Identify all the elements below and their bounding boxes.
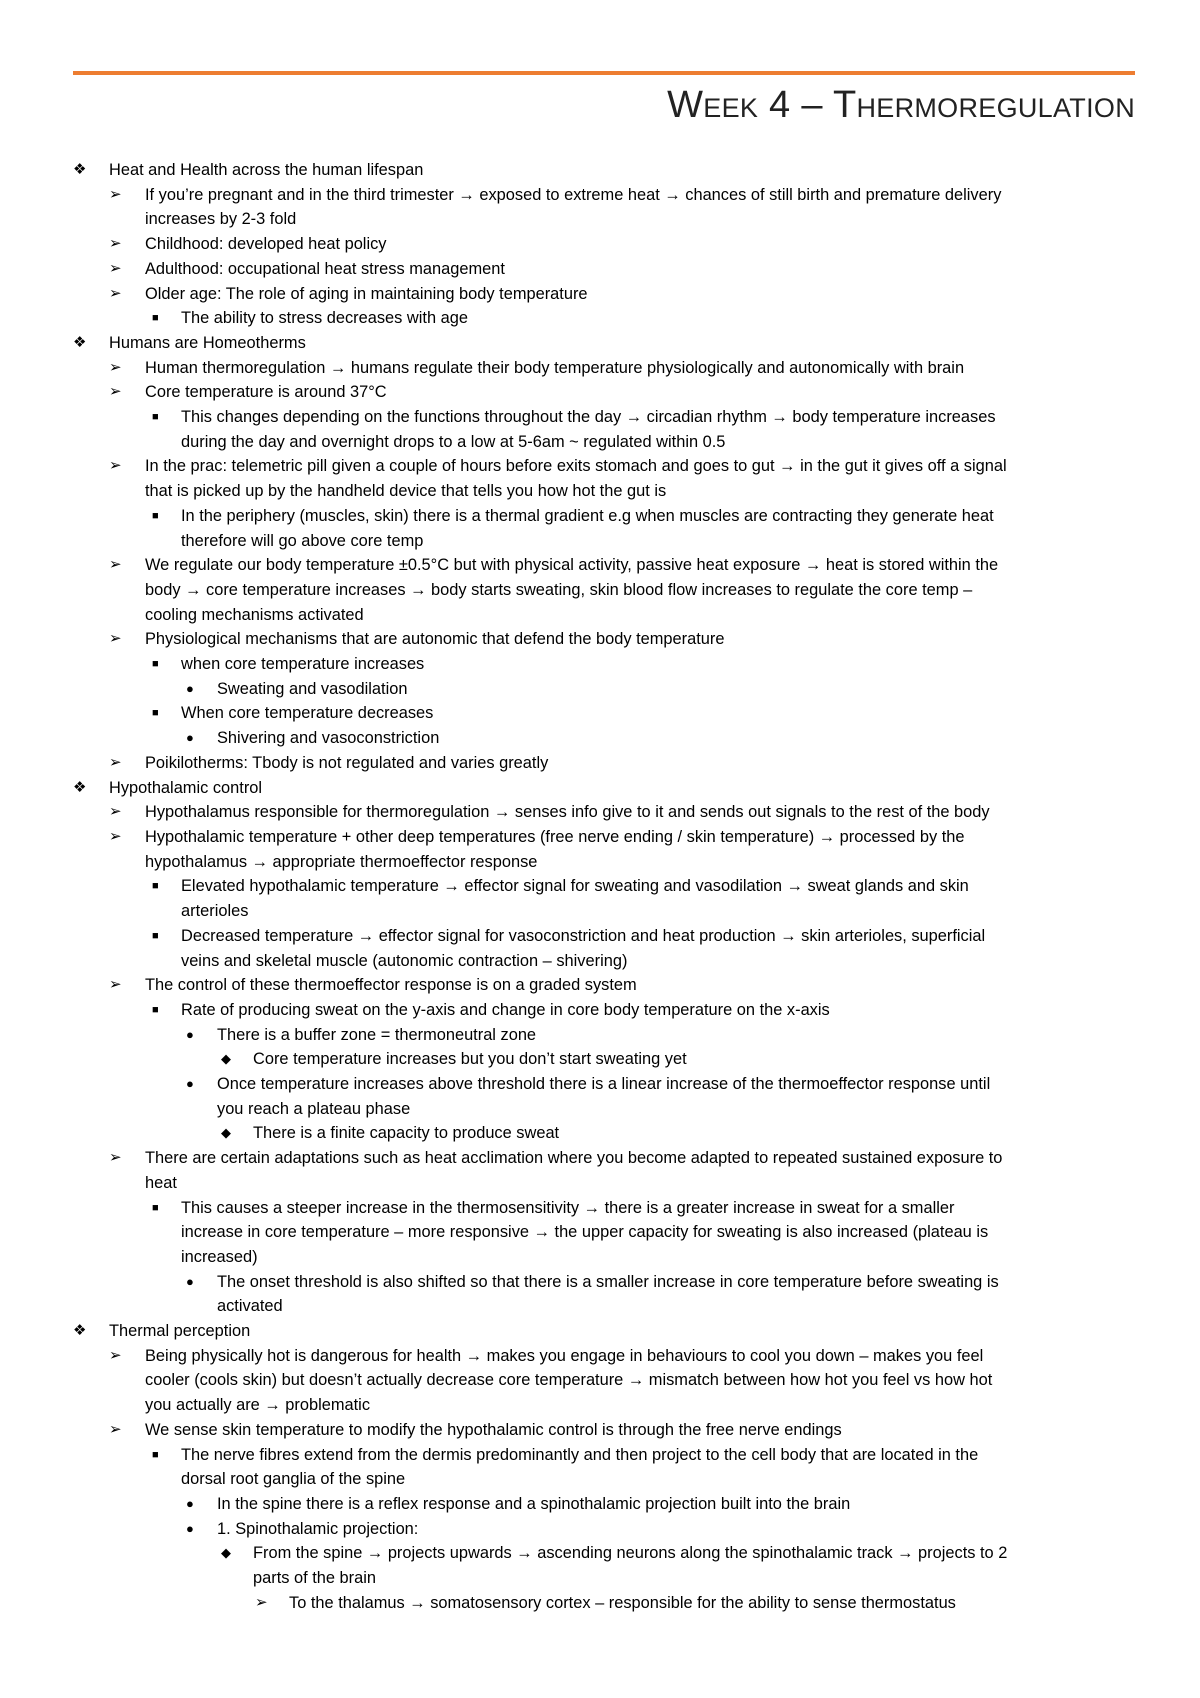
bullet-text: Rate of producing sweat on the y-axis and change in core body temperature on the x-axis: [181, 1000, 830, 1019]
bullet-text: you actually are → problematic: [145, 1396, 371, 1415]
bullet-line: [73, 479, 1138, 504]
bullet-line: [73, 1294, 1138, 1319]
bullet-line: [73, 504, 1138, 529]
bullet-icon: ■: [152, 509, 159, 522]
bullet-line: [73, 1393, 1138, 1418]
bullet-icon: ➢: [109, 259, 122, 277]
bullet-text: The onset threshold is also shifted so that there is a smaller increase in core temperature before sweating is: [217, 1272, 999, 1291]
bullet-text: dorsal root ganglia of the spine: [181, 1470, 406, 1489]
bullet-line: [73, 1418, 1138, 1443]
bullet-text: hypothalamus → appropriate thermoeffector response: [145, 852, 538, 871]
bullet-icon: ➢: [109, 358, 122, 376]
bullet-icon: ➢: [109, 803, 122, 821]
bullet-line: [73, 627, 1138, 652]
bullet-text: when core temperature increases: [181, 655, 425, 674]
notes-content: [73, 158, 1138, 1615]
bullet-line: [73, 1270, 1138, 1295]
bullet-text: The nerve fibres extend from the dermis predominantly and then project to the cell body that are located in the: [181, 1445, 979, 1464]
bullet-icon: ■: [152, 929, 159, 942]
bullet-line: [73, 825, 1138, 850]
bullet-line: [73, 800, 1138, 825]
bullet-text: From the spine → projects upwards → ascending neurons along the spinothalamic track → projects to 2: [253, 1544, 1008, 1563]
bullet-text: Elevated hypothalamic temperature → effector signal for sweating and vasodilation → sweat glands and skin: [181, 877, 969, 896]
bullet-icon: ◆: [221, 1545, 231, 1561]
bullet-line: [73, 183, 1138, 208]
bullet-line: [73, 454, 1138, 479]
bullet-icon: ■: [152, 1448, 159, 1461]
bullet-line: [73, 430, 1138, 455]
bullet-line: [73, 973, 1138, 998]
bullet-icon: ●: [186, 1273, 194, 1289]
bullet-text: Older age: The role of aging in maintaining body temperature: [145, 284, 588, 303]
bullet-line: [73, 726, 1138, 751]
bullet-line: [73, 380, 1138, 405]
bullet-icon: ●: [186, 730, 194, 746]
bullet-line: [73, 1097, 1138, 1122]
bullet-line: [73, 850, 1138, 875]
bullet-icon: ❖: [73, 778, 87, 796]
bullet-text: Childhood: developed heat policy: [145, 235, 387, 254]
bullet-line: [73, 553, 1138, 578]
bullet-line: [73, 677, 1138, 702]
bullet-line: [73, 924, 1138, 949]
bullet-line: [73, 652, 1138, 677]
bullet-line: [73, 1517, 1138, 1542]
bullet-line: [73, 1492, 1138, 1517]
bullet-text: 1. Spinothalamic projection:: [217, 1519, 419, 1538]
bullet-icon: ■: [152, 411, 159, 424]
bullet-line: [73, 529, 1138, 554]
bullet-text: Hypothalamus responsible for thermoregulation → senses info give to it and sends out signals to the rest of the body: [145, 803, 990, 822]
bullet-icon: ➢: [109, 827, 122, 845]
bullet-text: that is picked up by the handheld device that tells you how hot the gut is: [145, 482, 667, 501]
bullet-icon: ❖: [73, 1322, 87, 1340]
bullet-icon: ➢: [109, 383, 122, 401]
bullet-icon: ■: [152, 707, 159, 720]
bullet-line: [73, 1319, 1138, 1344]
bullet-text: arterioles: [181, 902, 249, 921]
bullet-icon: ❖: [73, 333, 87, 351]
bullet-icon: ➢: [255, 1593, 268, 1611]
bullet-line: [73, 998, 1138, 1023]
bullet-icon: ●: [186, 1495, 194, 1511]
bullet-line: [73, 1344, 1138, 1369]
bullet-text: We regulate our body temperature ±0.5°C but with physical activity, passive heat exposure → heat is stored within the: [145, 556, 999, 575]
bullet-line: [73, 1023, 1138, 1048]
bullet-line: [73, 306, 1138, 331]
bullet-icon: ➢: [109, 1420, 122, 1438]
bullet-icon: ◆: [221, 1125, 231, 1141]
bullet-text: parts of the brain: [253, 1569, 377, 1588]
bullet-line: [73, 282, 1138, 307]
bullet-icon: ●: [186, 1076, 194, 1092]
bullet-text: The control of these thermoeffector response is on a graded system: [145, 976, 637, 995]
bullet-text: We sense skin temperature to modify the hypothalamic control is through the free nerve endings: [145, 1420, 842, 1439]
bullet-icon: ➢: [109, 1149, 122, 1167]
bullet-text: In the spine there is a reflex response and a spinothalamic projection built into the brain: [217, 1494, 851, 1513]
bullet-line: [73, 874, 1138, 899]
bullet-icon: ■: [152, 880, 159, 893]
bullet-line: [73, 1566, 1138, 1591]
bullet-icon: ➢: [109, 753, 122, 771]
bullet-icon: ➢: [109, 976, 122, 994]
bullet-text: Core temperature increases but you don’t start sweating yet: [253, 1050, 687, 1069]
bullet-line: [73, 1196, 1138, 1221]
bullet-icon: ■: [152, 658, 159, 671]
bullet-text: The ability to stress decreases with age: [181, 309, 468, 328]
bullet-text: Heat and Health across the human lifespan: [109, 161, 424, 179]
bullet-line: [73, 1541, 1138, 1566]
bullet-line: [73, 776, 1138, 801]
bullet-icon: ➢: [109, 284, 122, 302]
bullet-line: [73, 949, 1138, 974]
bullet-text: activated: [217, 1297, 283, 1316]
bullet-text: therefore will go above core temp: [181, 531, 424, 550]
bullet-line: [73, 1121, 1138, 1146]
bullet-text: There is a buffer zone = thermoneutral zone: [217, 1025, 537, 1044]
bullet-line: [73, 1368, 1138, 1393]
bullet-line: [73, 158, 1138, 183]
bullet-line: [73, 331, 1138, 356]
bullet-line: [73, 405, 1138, 430]
bullet-line: [73, 1220, 1138, 1245]
bullet-line: [73, 1591, 1138, 1616]
bullet-icon: ➢: [109, 556, 122, 574]
bullet-text: body → core temperature increases → body starts sweating, skin blood flow increases to regulate the core temp –: [145, 580, 973, 599]
bullet-text: Physiological mechanisms that are autonomic that defend the body temperature: [145, 630, 725, 649]
bullet-text: Core temperature is around 37°C: [145, 383, 387, 402]
bullet-text: increases by 2-3 fold: [145, 210, 297, 229]
header-rule: [73, 71, 1135, 75]
bullet-text: This causes a steeper increase in the thermosensitivity → there is a greater increase in sweat for a smaller: [181, 1198, 955, 1217]
page-title: Week 4 – Thermoregulation: [667, 84, 1135, 126]
bullet-text: during the day and overnight drops to a low at 5-6am ~ regulated within 0.5: [181, 432, 726, 451]
bullet-line: [73, 1171, 1138, 1196]
bullet-line: [73, 356, 1138, 381]
bullet-line: [73, 1047, 1138, 1072]
bullet-text: cooler (cools skin) but doesn’t actually decrease core temperature → mismatch between how hot you feel vs how hot: [145, 1371, 993, 1390]
bullet-text: heat: [145, 1173, 177, 1192]
bullet-line: [73, 207, 1138, 232]
bullet-line: [73, 257, 1138, 282]
bullet-icon: ➢: [109, 457, 122, 475]
bullet-text: Hypothalamic temperature + other deep temperatures (free nerve ending / skin temperature) → processed by the: [145, 827, 965, 846]
bullet-icon: ●: [186, 1520, 194, 1536]
bullet-icon: ●: [186, 680, 194, 696]
bullet-text: cooling mechanisms activated: [145, 605, 364, 624]
bullet-line: [73, 1245, 1138, 1270]
bullet-line: [73, 899, 1138, 924]
bullet-text: increase in core temperature – more responsive → the upper capacity for sweating is also increased (plateau is: [181, 1223, 989, 1242]
bullet-line: [73, 578, 1138, 603]
bullet-text: Decreased temperature → effector signal for vasoconstriction and heat production → skin arterioles, superficial: [181, 926, 986, 945]
bullet-text: There are certain adaptations such as heat acclimation where you become adapted to repeated sustained exposure to: [145, 1149, 1003, 1168]
bullet-icon: ■: [152, 1003, 159, 1016]
bullet-line: [73, 1443, 1138, 1468]
bullet-line: [73, 603, 1138, 628]
bullet-text: This changes depending on the functions throughout the day → circadian rhythm → body temperature increases: [181, 408, 996, 427]
bullet-icon: ➢: [109, 235, 122, 253]
bullet-text: When core temperature decreases: [181, 704, 434, 723]
bullet-icon: ●: [186, 1026, 194, 1042]
bullet-text: increased): [181, 1247, 258, 1266]
bullet-icon: ❖: [73, 161, 87, 178]
bullet-text: Sweating and vasodilation: [217, 679, 408, 698]
bullet-icon: ◆: [221, 1051, 231, 1067]
bullet-text: Human thermoregulation → humans regulate their body temperature physiologically and autonomically with brain: [145, 358, 965, 377]
bullet-text: Hypothalamic control: [109, 778, 263, 797]
bullet-text: There is a finite capacity to produce sweat: [253, 1124, 560, 1143]
bullet-text: Once temperature increases above threshold there is a linear increase of the thermoeffector response until: [217, 1075, 991, 1094]
bullet-icon: ➢: [109, 1346, 122, 1364]
bullet-text: you reach a plateau phase: [217, 1099, 411, 1118]
bullet-text: Poikilotherms: Tbody is not regulated and varies greatly: [145, 753, 549, 772]
bullet-text: Adulthood: occupational heat stress management: [145, 259, 505, 278]
bullet-text: Being physically hot is dangerous for health → makes you engage in behaviours to cool you down – makes you feel: [145, 1346, 984, 1365]
bullet-icon: ■: [152, 1201, 159, 1214]
bullet-text: veins and skeletal muscle (autonomic contraction – shivering): [181, 951, 628, 970]
bullet-text: In the periphery (muscles, skin) there is a thermal gradient e.g when muscles are contracting they generate heat: [181, 506, 994, 525]
bullet-line: [73, 1146, 1138, 1171]
bullet-line: [73, 751, 1138, 776]
bullet-icon: ➢: [109, 630, 122, 648]
bullet-line: [73, 1072, 1138, 1097]
bullet-text: Humans are Homeotherms: [109, 333, 306, 352]
bullet-line: [73, 232, 1138, 257]
bullet-icon: ■: [152, 312, 159, 325]
bullet-icon: ➢: [109, 185, 122, 203]
bullet-text: If you’re pregnant and in the third trimester → exposed to extreme heat → chances of still birth and premature delivery: [145, 185, 1002, 204]
bullet-text: Thermal perception: [109, 1322, 251, 1341]
bullet-text: To the thalamus → somatosensory cortex – responsible for the ability to sense thermostatus: [289, 1593, 956, 1612]
bullet-text: Shivering and vasoconstriction: [217, 729, 440, 748]
bullet-line: [73, 1467, 1138, 1492]
bullet-text: In the prac: telemetric pill given a couple of hours before exits stomach and goes to gut → in the gut it gives off a signal: [145, 457, 1007, 476]
bullet-line: [73, 701, 1138, 726]
